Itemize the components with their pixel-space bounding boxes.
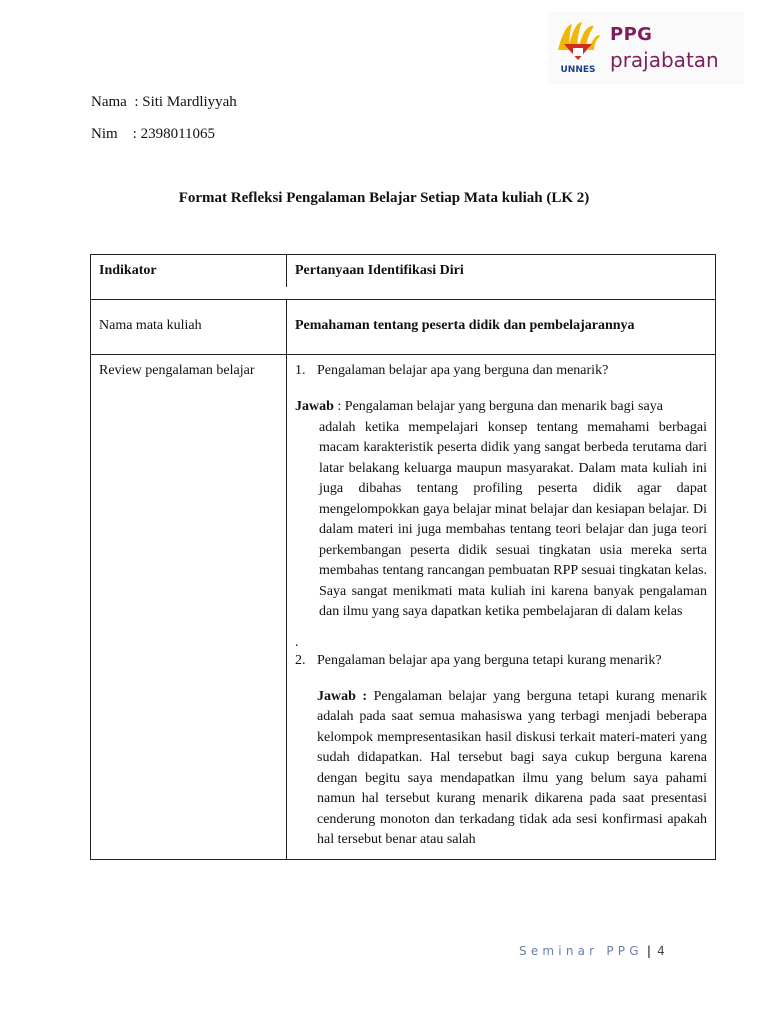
footer-label: Seminar PPG [519,944,643,958]
answer-2-text: Pengalaman belajar yang berguna tetapi kurang menarik adalah pada saat semua mahasiswa yang terbagi menjadi beberapa kelompok mempresentasikan hasil diskusi terkait materi-materi yang sudah didapatkan. Hal tersebut bagi saya cukup berguna karena dengan begitu saya mendapatkan ilmu yang belum saya pahami namun hal tersebut kurang menarik dikarena pada saat presentasi cenderung monoton dan terkadang tidak ada sesi konfirmasi apakah hal tersebut benar atau salah [317,688,707,847]
footer-separator: | [646,944,652,958]
review-content [287,355,715,859]
question-2-text: Pengalaman belajar apa yang berguna tetapi kurang menarik? [317,652,662,668]
table-header-row [91,255,715,299]
student-nim: Nim : 2398011065 [91,126,216,142]
question-2 [295,653,707,669]
answer-1-first: : Pengalaman belajar yang berguna dan menarik bagi saya [333,399,663,414]
answer-2-label: Jawab : [317,688,368,704]
unnes-label: UNNES [560,65,596,75]
header-indikator: Indikator [91,255,287,287]
separator-dot: . [295,634,299,650]
header-pertanyaan: Pertanyaan Identifikasi Diri [295,263,464,278]
course-label: Nama mata kuliah [91,300,287,354]
ppg-logo [548,12,744,84]
question-2-number: 2. [295,652,306,668]
review-label: Review pengalaman belajar [91,355,287,859]
table-row-course [91,299,715,354]
table-row-review [91,354,715,859]
reflection-table [90,254,716,860]
ppg-brand-sub: prajabatan [610,48,719,72]
ppg-wordmark [610,26,719,70]
question-1 [295,363,707,379]
student-name: Nama : Siti Mardliyyah [91,94,237,110]
answer-2 [295,687,707,851]
unnes-emblem-icon [554,20,602,76]
page-footer [519,944,665,958]
ppg-brand: PPG [610,24,653,45]
question-1-number: 1. [295,363,306,378]
course-name: Pemahaman tentang peserta didik dan pembelajarannya [295,318,635,333]
question-1-text: Pengalaman belajar apa yang berguna dan menarik? [317,363,609,378]
answer-1-rest: adalah ketika mempelajari konsep tentang memahami berbagai macam karakteristik peserta didik yang sangat berbeda terutama dari latar belakang keluarga maupun masyarakat. Dalam mata kuliah ini juga dibahas tentang profiling peserta didik agar dapat mengelompokkan gaya belajar minat belajar dan kesiapan belajar. Di dalam materi ini juga membahas tentang teori belajar dan juga teori perkembangan peserta didik sesuai tingkatan usia mereka serta membahas tentang rancangan pembuatan RPP sesuai tingkatan kelas. Saya sangat menikmati mata kuliah ini karena banyak pengalaman dan ilmu yang saya dapatkan ketika pembelajaran di dalam kelas [319,419,707,619]
page-number: 4 [657,944,665,958]
answer-1-label: Jawab [295,399,334,414]
document-title: Format Refleksi Pengalaman Belajar Setiap Mata kuliah (LK 2) [178,190,590,206]
answer-1 [295,397,707,623]
